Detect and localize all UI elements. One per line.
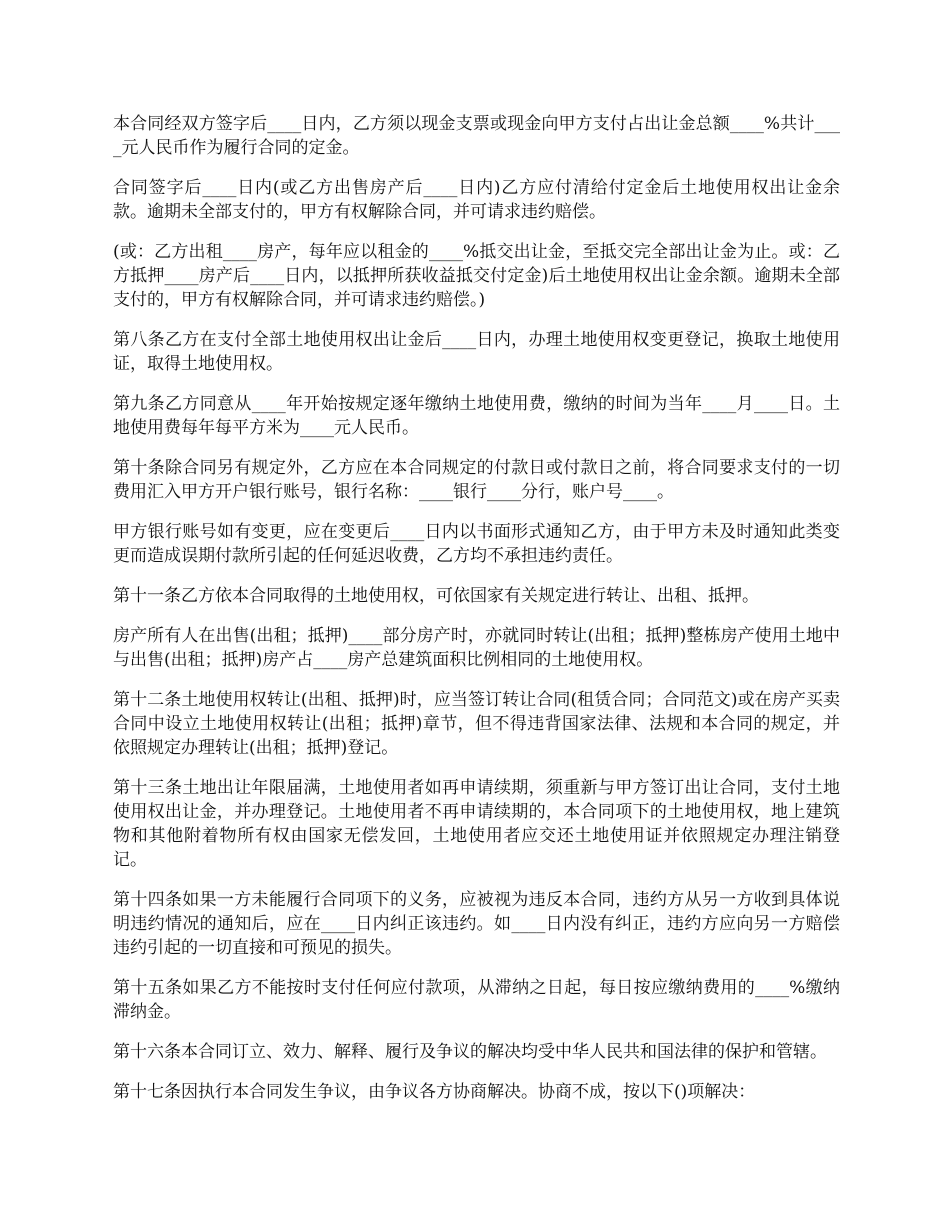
paragraph-deposit-payment: 本合同经双方签字后____日内，乙方须以现金支票或现金向甲方支付占出让金总额____%共计____元人民币作为履行合同的定金。 <box>113 114 840 158</box>
paragraph-property-transfer: 房产所有人在出售(出租；抵押)____部分房产时，亦就同时转让(出租；抵押)整栋房产使用土地中与出售(出租；抵押)房产占____房产总建筑面积比例相同的土地使用权。 <box>113 626 840 670</box>
paragraph-article-8: 第八条乙方在支付全部土地使用权出让金后____日内，办理土地使用权变更登记，换取土地使用证，取得土地使用权。 <box>113 330 840 374</box>
paragraph-balance-payment: 合同签字后____日内(或乙方出售房产后____日内)乙方应付清给付定金后土地使用权出让金余款。逾期未全部支付的，甲方有权解除合同，并可请求违约赔偿。 <box>113 178 840 222</box>
document-body <box>113 112 840 1120</box>
paragraph-article-13: 第十三条土地出让年限届满，土地使用者如再申请续期，须重新与甲方签订出让合同，支付土地使用权出让金，并办理登记。土地使用者不再申请续期的，本合同项下的土地使用权，地上建筑物和其他附着物所有权由国家无偿发回，土地使用者应交还土地使用证并依照规定办理注销登记。 <box>113 778 840 870</box>
paragraph-article-11: 第十一条乙方依本合同取得的土地使用权，可依国家有关规定进行转让、出租、抵押。 <box>113 586 759 606</box>
paragraph-article-14: 第十四条如果一方未能履行合同项下的义务，应被视为违反本合同，违约方从另一方收到具体说明违约情况的通知后，应在____日内纠正该违约。如____日内没有纠正，违约方应向另一方赔偿违约引起的一切直接和可预见的损失。 <box>113 890 840 958</box>
paragraph-article-12: 第十二条土地使用权转让(出租、抵押)时，应当签订转让合同(租赁合同；合同范文)或在房产买卖合同中设立土地使用权转让(出租；抵押)章节，但不得违背国家法律、法规和本合同的规定，并依照规定办理转让(出租；抵押)登记。 <box>113 690 840 758</box>
paragraph-alternative-payment: (或：乙方出租____房产，每年应以租金的____%抵交出让金，至抵交完全部出让金为止。或：乙方抵押____房产后____日内，以抵押所获收益抵交付定金)后土地使用权出让金余额。逾期未全部支付的，甲方有权解除合同，并可请求违约赔偿。) <box>113 242 840 310</box>
paragraph-article-16: 第十六条本合同订立、效力、解释、履行及争议的解决均受中华人民共和国法律的保护和管辖。 <box>113 1042 827 1062</box>
paragraph-article-15: 第十五条如果乙方不能按时支付任何应付款项，从滞纳之日起，每日按应缴纳费用的____%缴纳滞纳金。 <box>113 978 840 1022</box>
paragraph-article-9: 第九条乙方同意从____年开始按规定逐年缴纳土地使用费，缴纳的时间为当年____月____日。土地使用费每年每平方米为____元人民币。 <box>113 394 840 438</box>
paragraph-bank-account-change: 甲方银行账号如有变更，应在变更后____日内以书面形式通知乙方，由于甲方未及时通知此类变更而造成误期付款所引起的任何延迟收费，乙方均不承担违约责任。 <box>113 522 840 566</box>
paragraph-article-17: 第十七条因执行本合同发生争议，由争议各方协商解决。协商不成，按以下()项解决： <box>113 1082 756 1102</box>
paragraph-article-10: 第十条除合同另有规定外，乙方应在本合同规定的付款日或付款日之前，将合同要求支付的一切费用汇入甲方开户银行账号，银行名称：____银行____分行，账户号____。 <box>113 458 840 502</box>
